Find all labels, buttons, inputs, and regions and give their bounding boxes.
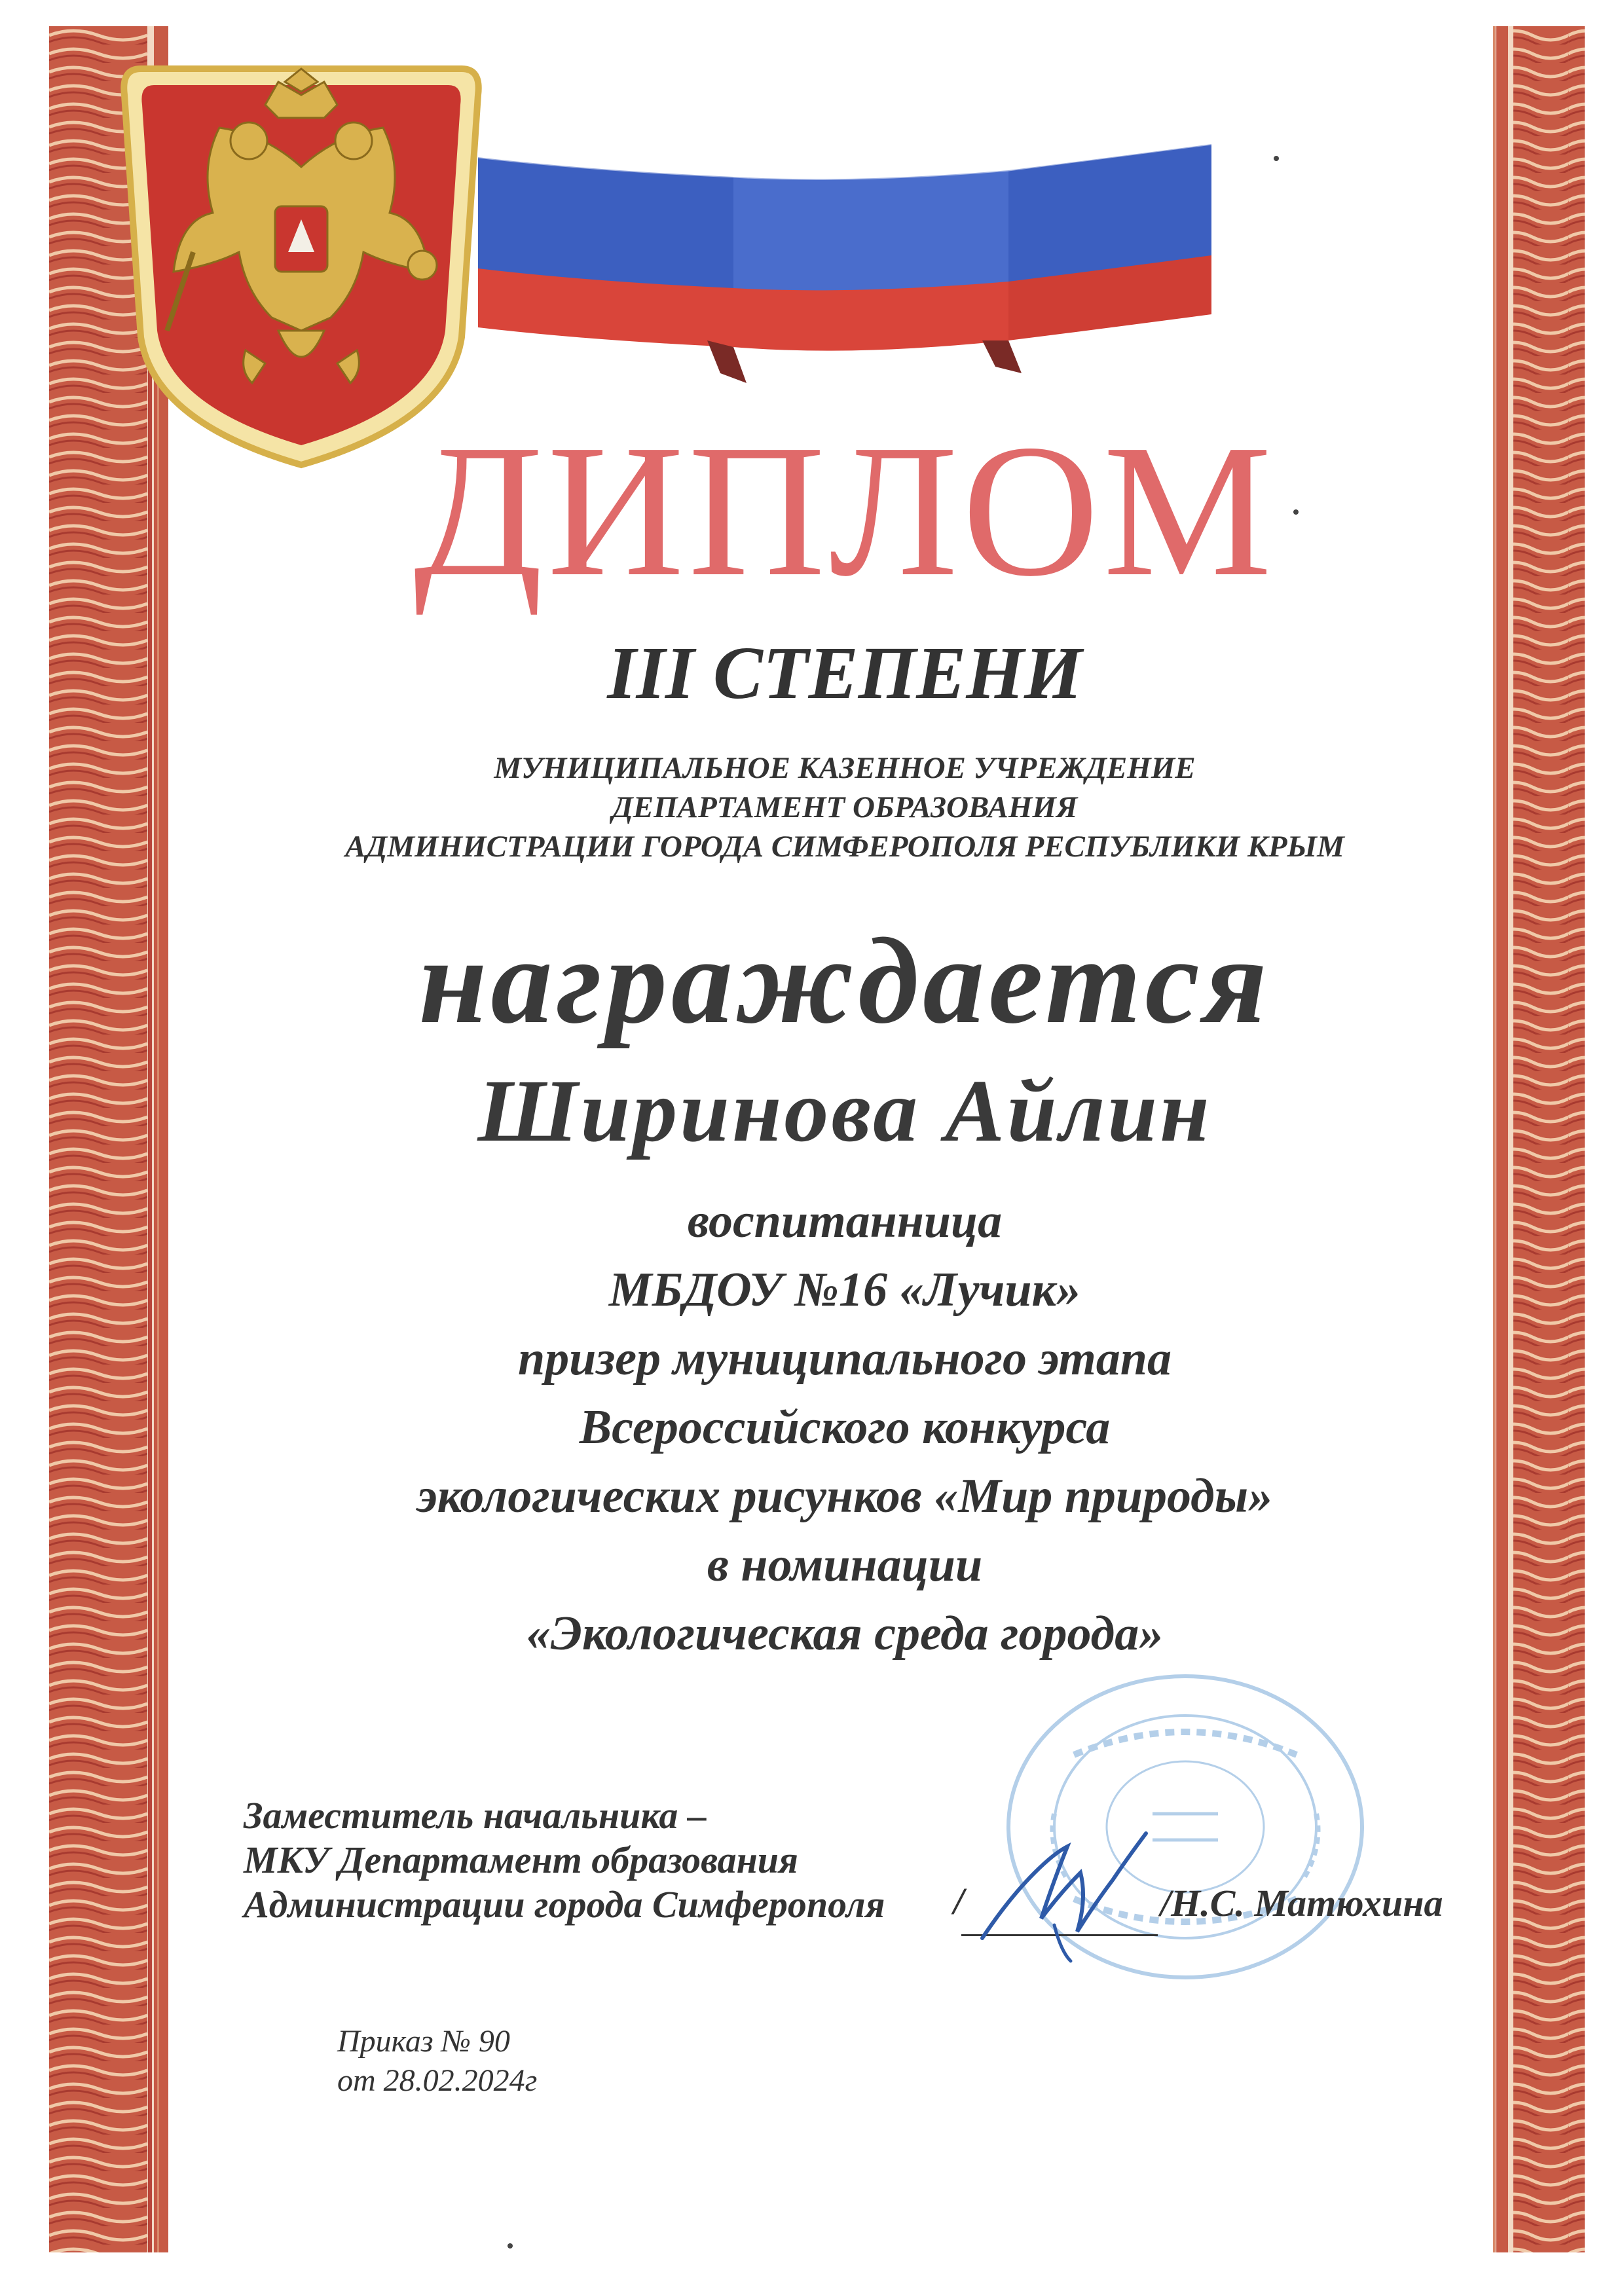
order-number: Приказ № 90 (337, 2024, 510, 2059)
signatory-name: /Н.С. Матюхина (1160, 1882, 1443, 1924)
left-border-rule-thin (157, 367, 159, 2252)
flag-ribbon (458, 131, 1231, 406)
description-line-5: экологических рисунков «Мир природы» (416, 1469, 1273, 1523)
description-line-3: призер муниципального этапа (518, 1332, 1172, 1386)
handwritten-signature (956, 1820, 1166, 1971)
description-line-7: «Экологическая среда города» (526, 1607, 1164, 1661)
scan-speck (507, 2243, 513, 2249)
diploma-degree: III СТЕПЕНИ (607, 631, 1082, 714)
description-line-1: воспитанница (687, 1194, 1003, 1248)
scan-speck (1293, 509, 1299, 515)
description-line-6: в номинации (707, 1538, 983, 1592)
right-ornamental-border (1496, 26, 1585, 2252)
organization-line-3: АДМИНИСТРАЦИИ ГОРОДА СИМФЕРОПОЛЯ РЕСПУБЛИКИ КРЫМ (345, 830, 1344, 864)
order-date: от 28.02.2024г (337, 2063, 538, 2098)
awarded-label: награждается (418, 912, 1271, 1049)
recipient-name: Ширинова Айлин (477, 1062, 1212, 1160)
scan-speck (1274, 156, 1279, 161)
left-border-rule (148, 367, 152, 2252)
description-line-2: МБДОУ №16 «Лучик» (608, 1263, 1081, 1317)
signatory-title-line-3: Администрации города Симферополя (244, 1883, 885, 1926)
description-line-4: Всероссийского конкурса (579, 1401, 1111, 1454)
organization-line-1: МУНИЦИПАЛЬНОЕ КАЗЕННОЕ УЧРЕЖДЕНИЕ (494, 751, 1196, 785)
signatory-title-line-2: МКУ Департамент образования (244, 1839, 798, 1881)
diploma-title: ДИПЛОМ (413, 405, 1276, 615)
right-border-rule (1493, 26, 1496, 2252)
organization-line-2: ДЕПАРТАМЕНТ ОБРАЗОВАНИЯ (612, 790, 1078, 824)
signature-line-start: / (953, 1880, 965, 1922)
signatory-title-line-1: Заместитель начальника – (244, 1794, 707, 1837)
